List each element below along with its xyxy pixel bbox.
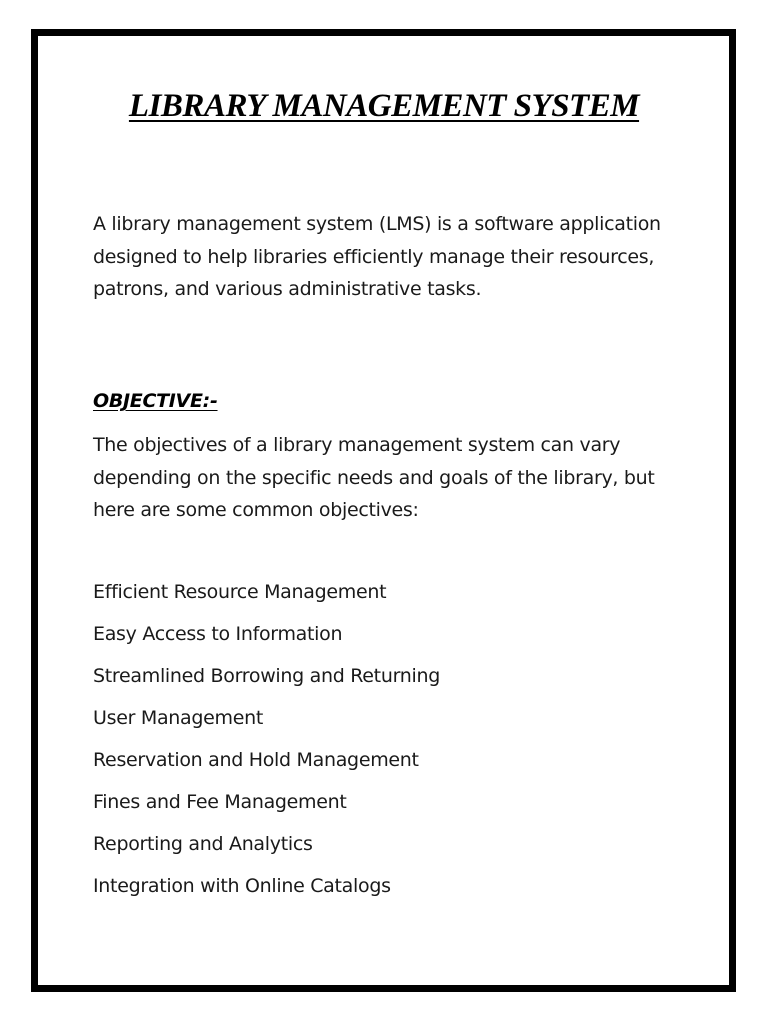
list-item: Fines and Fee Management xyxy=(93,791,347,813)
objective-heading: OBJECTIVE:- xyxy=(93,390,218,412)
list-item: Integration with Online Catalogs xyxy=(93,875,391,897)
page-title: LIBRARY MANAGEMENT SYSTEM xyxy=(128,88,640,124)
list-item: User Management xyxy=(93,707,264,729)
intro-paragraph: A library management system (LMS) is a software application designed to help libraries efficiently manage their resources, patrons, and various administrative tasks. xyxy=(93,213,661,300)
list-item: Streamlined Borrowing and Returning xyxy=(93,665,440,687)
objectives-list xyxy=(93,576,440,912)
list-item: Easy Access to Information xyxy=(93,623,343,645)
objective-paragraph: The objectives of a library management system can vary depending on the specific needs and goals of the library, but here are some common objectives: xyxy=(93,434,655,521)
list-item: Efficient Resource Management xyxy=(93,581,387,603)
list-item: Reporting and Analytics xyxy=(93,833,313,855)
list-item: Reservation and Hold Management xyxy=(93,749,419,771)
